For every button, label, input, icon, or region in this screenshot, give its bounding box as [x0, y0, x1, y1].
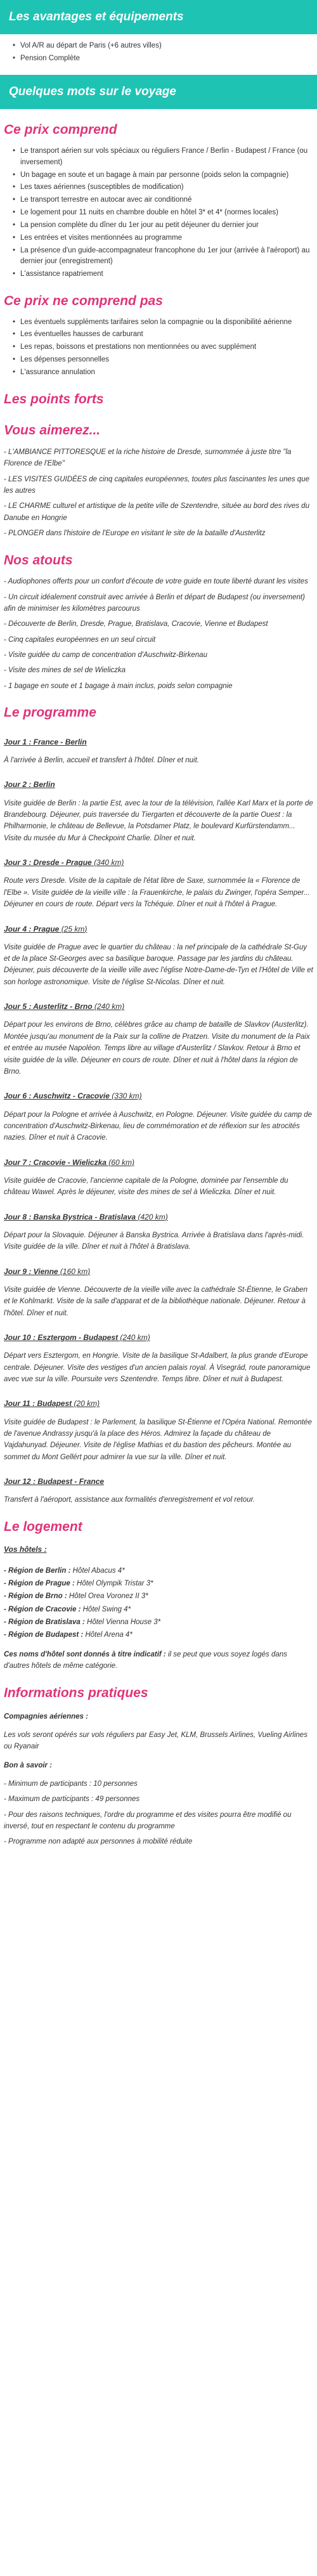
day-block	[4, 779, 313, 844]
loved-item: - L'AMBIANCE PITTORESQUE et la riche histoire de Dresde, surnommée à juste titre "la Florence de l'Elbe"	[4, 448, 292, 468]
hotels-note: Ces noms d'hôtel sont donnés à titre indicatif : il se peut que vous soyez logés dans d'autres hôtels de même catégorie.	[4, 1650, 287, 1670]
day-title: Jour 4 : Prague (25 km)	[4, 924, 87, 933]
hotel-item: - Région de Berlin : Hôtel Abacus 4*	[4, 1566, 125, 1575]
day-description: Départ pour la Pologne et arrivée à Auschwitz, en Pologne. Déjeuner. Visite guidée du camp de concentration d'Auschwitz-Birkenau, lieu de commémoration et de réflexion sur les atrocités nazies. Dîner et nuit à Cracovie.	[4, 1110, 313, 1142]
day-title: Jour 11 : Budapest (20 km)	[4, 1399, 100, 1408]
atout-item: - Un circuit idéalement construit avec arrivée à Berlin et départ de Budapest (ou inversement) afin de minimiser les kilomètres parcourus	[4, 593, 305, 613]
about-section	[0, 119, 317, 1847]
advantages-banner: Les avantages et équipements	[0, 0, 317, 34]
atouts-heading: Nos atouts	[4, 552, 73, 568]
excludes-list	[4, 317, 313, 379]
day-block	[4, 1332, 313, 1385]
day-title: Jour 10 : Esztergom - Budapest (240 km)	[4, 1333, 150, 1343]
day-description: À l'arrivée à Berlin, accueil et transfert à l'hôtel. Dîner et nuit.	[4, 757, 200, 765]
list-item: • Le transport aérien sur vols spéciaux ou réguliers France / Berlin - Budapest / France (ou inversement)	[20, 146, 313, 169]
good-to-know-item: - Pour des raisons techniques, l'ordre du programme et des visites pourra être modifié ou inversé, tout en respectant le contenu du programme	[4, 1811, 292, 1830]
day-block	[4, 1476, 313, 1506]
day-description: Transfert à l'aéroport, assistance aux formalités d'enregistrement et vol retour.	[4, 1496, 256, 1504]
hotel-item: - Région de Budapest : Hôtel Arena 4*	[4, 1631, 133, 1639]
list-item: • Vol A/R au départ de Paris (+6 autres villes)	[20, 41, 313, 52]
list-item: • L'assistance rapatriement	[20, 269, 313, 280]
hotel-item: - Région de Cracovie : Hôtel Swing 4*	[4, 1605, 131, 1613]
hotel-item: - Région de Prague : Hôtel Olympik Tristar 3*	[4, 1579, 153, 1587]
day-description: Visite guidée de Prague avec le quartier du château : la nef principale de la cathédrale St-Guy et de la place St-Georges avec sa basilique baroque. Passage par les jardins du château. Déjeuner, puis découverte de la vieille ville avec l'église Notre-Dame-de-Tyn et l'Hôtel de Ville et son horloge astronomique. Visite de l'église St-Nicolas. Dîner et nuit.	[4, 943, 313, 986]
day-block	[4, 1001, 313, 1077]
includes-list	[4, 146, 313, 280]
list-item: • Le logement pour 11 nuits en chambre double en hôtel 3* et 4* (normes locales)	[20, 207, 313, 219]
list-item: • Les dépenses personnelles	[20, 355, 313, 366]
loved-item: - LES VISITES GUIDÉES de cinq capitales européennes, toutes plus fascinantes les unes que les autres	[4, 475, 309, 495]
day-description: Visite guidée de Vienne. Découverte de la vieille ville avec la cathédrale St-Étienne, le Graben et le Kohlmarkt. Visite de la salle d'apparat et de la bibliothèque nationale. Déjeuner. Retour à l'hôtel. Dîner et nuit.	[4, 1285, 308, 1317]
day-description: Visite guidée de Berlin : la partie Est, avec la tour de la télévision, l'allée Karl Marx et la porte de Brandebourg. Déjeuner, puis traversée du Tiergarten et découverte de la partie Ouest : la Philharmonie, le château de Bellevue, la Potsdamer Platz, le boulevard Kurfürstendamm... Visite du musée du Mur à Checkpoint Charlie. Dîner et nuit.	[4, 799, 313, 842]
day-block	[4, 1090, 313, 1143]
loved-item: - LE CHARME culturel et artistique de la petite ville de Szentendre, située au bord des rives du Danube en Hongrie	[4, 502, 309, 522]
good-to-know-item: - Minimum de participants : 10 personnes	[4, 1779, 138, 1788]
day-title: Jour 5 : Austerlitz - Brno (240 km)	[4, 1002, 125, 1012]
day-block	[4, 857, 313, 910]
day-title: Jour 8 : Banska Bystrica - Bratislava (420 km)	[4, 1212, 168, 1221]
list-item: • L'assurance annulation	[20, 367, 313, 379]
hotels-subtitle: Vos hôtels :	[4, 1545, 47, 1554]
atout-item: - Cinq capitales européennes en un seul circuit	[4, 635, 156, 644]
advantages-list	[4, 41, 313, 65]
good-to-know-item: - Programme non adapté aux personnes à mobilité réduite	[4, 1838, 193, 1846]
good-to-know-title: Bon à savoir :	[4, 1762, 53, 1770]
day-title: Jour 12 : Budapest - France	[4, 1477, 105, 1486]
program-heading: Le programme	[4, 705, 96, 720]
day-description: Visite guidée de Cracovie, l'ancienne capitale de la Pologne, dominée par l'ensemble du château Wawel. Après le déjeuner, visite des mines de sel à Wieliczka. Dîner et nuit.	[4, 1176, 288, 1197]
program-days	[4, 736, 313, 1506]
day-title: Jour 2 : Berlin	[4, 780, 55, 790]
hotels-list	[4, 1565, 313, 1641]
day-title: Jour 1 : France - Berlin	[4, 737, 87, 746]
day-title: Jour 9 : Vienne (160 km)	[4, 1266, 91, 1276]
day-title: Jour 3 : Dresde - Prague (340 km)	[4, 858, 124, 868]
strong-points-heading: Les points forts	[4, 391, 104, 407]
practical-heading: Informations pratiques	[4, 1685, 148, 1700]
day-description: Départ vers Esztergom, en Hongrie. Visite de la basilique St-Adalbert, la plus grande d'Europe centrale. Déjeuner. Visite des vestiges d'un ancien palais royal. À Visegrád, route panoramique avec vue sur la ville. Poursuite vers Szentendre. Temps libre. Dîner et nuit à Budapest.	[4, 1352, 311, 1384]
list-item: • Les éventuelles hausses de carburant	[20, 329, 313, 341]
advantages-section	[0, 41, 317, 65]
list-item: • La présence d'un guide-accompagnateur francophone du 1er jour (arrivée à l'aéroport) au dernier jour (enregistrement)	[20, 245, 313, 268]
day-description: Départ pour la Slovaquie. Déjeuner à Banska Bystrica. Arrivée à Bratislava dans l'après-midi. Visite guidée de la ville. Dîner et nuit à l'hôtel à Bratislava.	[4, 1231, 304, 1251]
about-banner: Quelques mots sur le voyage	[0, 75, 317, 109]
day-description: Route vers Dresde. Visite de la capitale de l'état libre de Saxe, surnommée la « Florence de l'Elbe ». Visite guidée de la vieille ville : la Frauenkirche, le palais du Zwinger, l'opéra Semper... Déjeuner en cours de route. Départ vers la Tchéquie. Dîner et nuit à l'hôtel à Prague.	[4, 877, 310, 909]
list-item: • Les repas, boissons et prestations non mentionnées ou avec supplément	[20, 342, 313, 353]
airlines-title: Compagnies aériennes :	[4, 1713, 88, 1721]
list-item: • Les taxes aériennes (susceptibles de modification)	[20, 182, 313, 193]
list-item: • Les éventuels suppléments tarifaires selon la compagnie ou la disponibilité aérienne	[20, 317, 313, 329]
hotel-item: - Région de Bratislava : Hôtel Vienna House 3*	[4, 1618, 161, 1627]
day-block	[4, 736, 313, 767]
hotel-item: - Région de Brno : Hôtel Orea Voronez II 3*	[4, 1592, 148, 1601]
list-item: • La pension complète du dîner du 1er jour au petit déjeuner du dernier jour	[20, 220, 313, 231]
atout-item: - Découverte de Berlin, Dresde, Prague, Bratislava, Cracovie, Vienne et Budapest	[4, 620, 268, 628]
day-title: Jour 6 : Auschwitz - Cracovie (330 km)	[4, 1091, 142, 1101]
day-description: Départ pour les environs de Brno, célèbres grâce au champ de bataille de Slavkov (Austerlitz). Montée jusqu'au monument de la Paix sur la colline de Pratzen. Visite du monument de la Paix et entrée au musée Napoléon. Temps libre au village d'Austerlitz / Slavkov. Retour à Brno et visite guidée de la ville. Déjeuner en cours de route. Dîner et nuit à l'hôtel dans la région de Brno.	[4, 1021, 310, 1076]
excludes-heading: Ce prix ne comprend pas	[4, 293, 163, 308]
day-block	[4, 1211, 313, 1253]
list-item: • Un bagage en soute et un bagage à main par personne (poids selon la compagnie)	[20, 170, 313, 181]
list-item: • Les entrées et visites mentionnées au programme	[20, 233, 313, 244]
airlines-text: Les vols seront opérés sur vols réguliers par Easy Jet, KLM, Brussels Airlines, Vueling Airlines ou Ryanair	[4, 1731, 307, 1751]
day-block	[4, 1398, 313, 1463]
atout-item: - 1 bagage en soute et 1 bagage à main inclus, poids selon compagnie	[4, 682, 233, 690]
loved-heading: Vous aimerez...	[4, 423, 101, 438]
includes-heading: Ce prix comprend	[4, 122, 117, 138]
day-block	[4, 1266, 313, 1319]
atout-item: - Visite guidée du camp de concentration d'Auschwitz-Birkenau	[4, 651, 207, 660]
day-description: Visite guidée de Budapest : le Parlement, la basilique St-Étienne et l'Opéra National. Remontée de l'avenue Andrassy jusqu'à la place des Héros. Admirez la façade du château de Vajdahunyad. Déjeuner. Visite de l'église Mathias et du bastion des pêcheurs. Montée au sommet du Mont Gellért pour admirer la vue sur la ville. Dîner et nuit.	[4, 1418, 312, 1461]
day-block	[4, 1157, 313, 1199]
day-title: Jour 7 : Cracovie - Wieliczka (60 km)	[4, 1157, 134, 1167]
atout-item: - Audiophones offerts pour un confort d'écoute de votre guide en toute liberté durant les visites	[4, 578, 308, 586]
loved-item: - PLONGER dans l'histoire de l'Europe en visitant le site de la bataille d'Austerlitz	[4, 530, 266, 538]
atout-item: - Visite des mines de sel de Wieliczka	[4, 667, 126, 675]
lodging-heading: Le logement	[4, 1519, 82, 1534]
good-to-know-item: - Maximum de participants : 49 personnes	[4, 1795, 140, 1804]
list-item: • Pension Complète	[20, 53, 313, 65]
day-block	[4, 923, 313, 989]
list-item: • Le transport terrestre en autocar avec air conditionné	[20, 195, 313, 206]
